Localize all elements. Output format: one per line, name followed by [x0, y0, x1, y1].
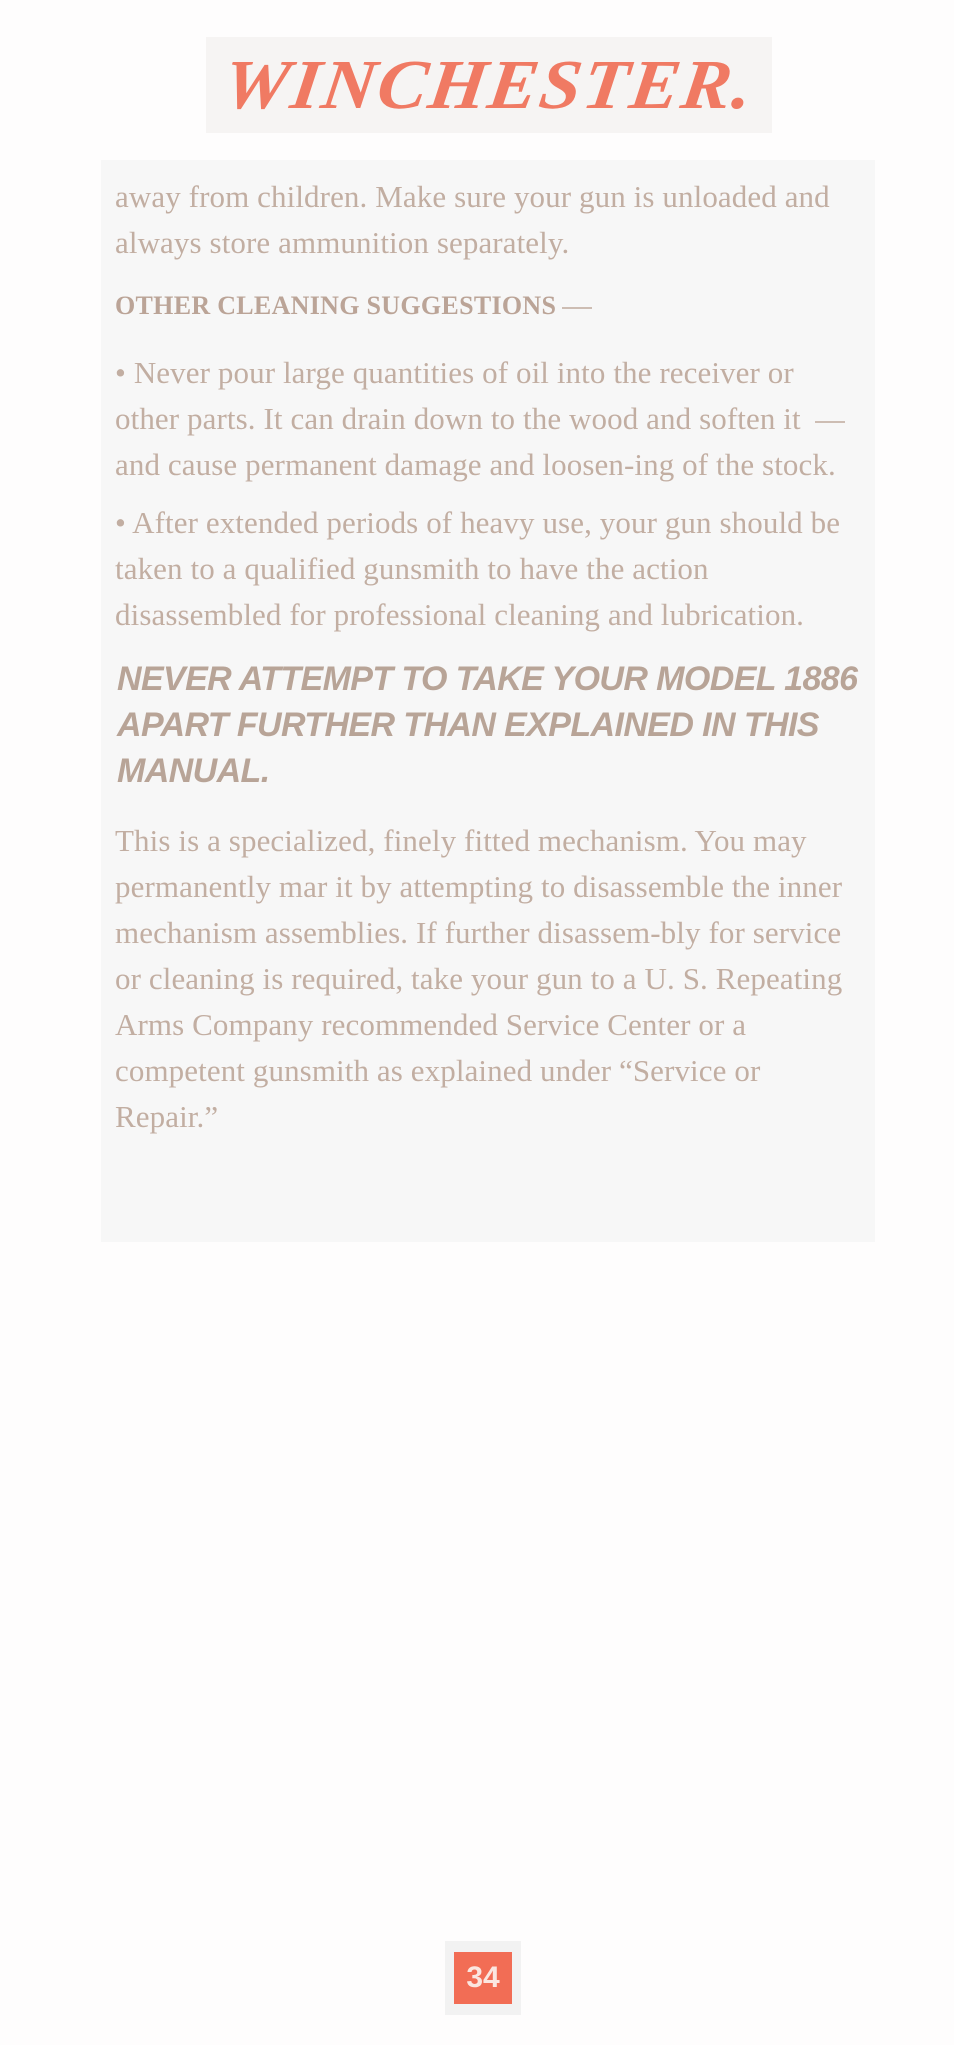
bullet-item-gunsmith [115, 500, 861, 638]
bullet-text-part-2: and cause permanent damage and loosen-ing of the stock. [115, 447, 836, 482]
section-heading-text: OTHER CLEANING SUGGESTIONS [115, 291, 557, 320]
heading-dash [562, 307, 592, 309]
page-number: 34 [454, 1952, 512, 2004]
page-number-badge [445, 1941, 521, 2015]
body-paragraph: This is a specialized, finely fitted mechanism. You may permanently mar it by attempting to disassemble the inner mechanism assemblies. If further disassem-bly for service or cleaning is required, take your gun to a U. S. Repeating Arms Company recommended Service Center or a competent gunsmith as explained under “Service or Repair.” [115, 823, 843, 1134]
bullet-item-oil [115, 350, 861, 488]
brand-logo [206, 37, 772, 133]
bullet-marker: • [115, 505, 126, 540]
warning-heading: NEVER ATTEMPT TO TAKE YOUR MODEL 1886 APART FURTHER THAN EXPLAINED IN THIS MANUAL. [117, 660, 858, 790]
bullet-text: After extended periods of heavy use, your gun should be taken to a qualified gunsmith to have the action disassembled for professional cleaning and lubrication. [115, 505, 841, 632]
bullet-marker: • [115, 355, 126, 390]
intro-paragraph: away from children. Make sure your gun is unloaded and always store ammunition separately. [115, 179, 830, 260]
inline-dash [815, 421, 845, 423]
bullet-text-part-1: Never pour large quantities of oil into the receiver or other parts. It can drain down to the wood and soften it [115, 355, 801, 436]
manual-text-panel [101, 160, 875, 1242]
section-heading [115, 286, 861, 326]
brand-logo-text: WINCHESTER. [218, 46, 760, 124]
